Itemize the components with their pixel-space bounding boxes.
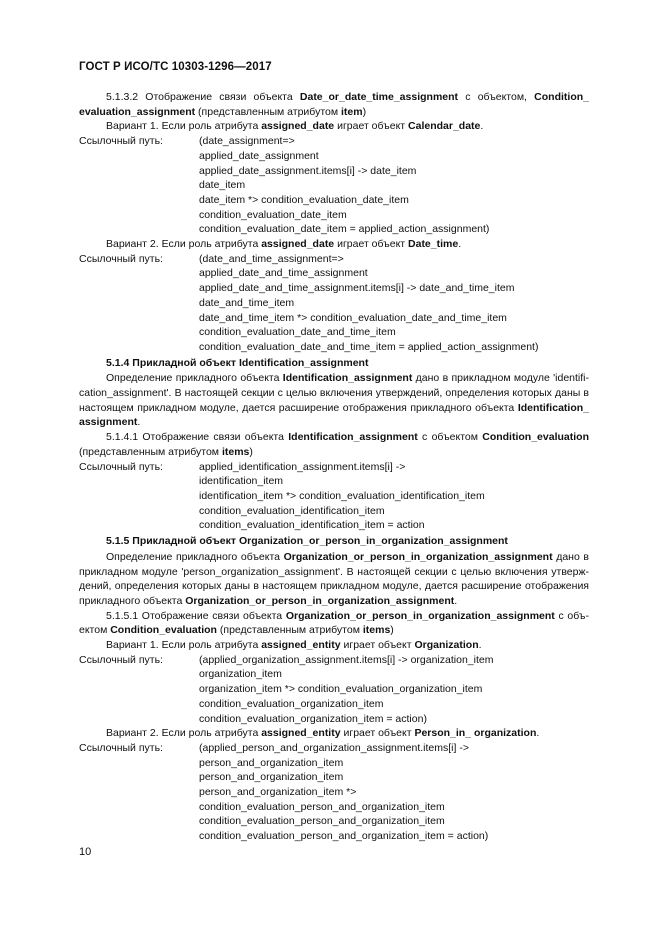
reference-line: condition_evaluation_date_item = applied_action_assignment) [199,223,490,236]
reference-line: (date_assignment=> [199,135,295,148]
text: с объектом [417,431,483,444]
variant-2-paragraph [79,237,589,252]
text: . [478,639,482,652]
entity-name: Identification_assignment [288,431,418,444]
reference-line: condition_evaluation_date_and_time_item = applied_action_assignment) [199,340,539,353]
entity-name: Date_or_date_time_assignment [299,91,459,103]
text: играет объект [340,727,415,740]
entity-name: Identification_ assignment [79,401,589,429]
page-number: 10 [79,846,92,858]
text: 5.1.5.1 Отображение связи объекта [106,609,286,622]
entity-name: Condition_evaluation [482,431,589,444]
reference-line: date_item *> condition_evaluation_date_item [199,193,409,206]
entity-name: Date_time [408,238,459,251]
attribute-name: assigned_date [261,238,335,251]
text: Вариант 2. Если роль атрибута [106,727,262,740]
reference-path-label: Ссылочный путь: [79,135,163,148]
reference-line: condition_evaluation_date_item [199,208,347,221]
document-body [79,90,589,844]
paragraph-5-1-4-1 [79,430,589,459]
text: . [536,727,540,740]
text: Вариант 1. Если роль атрибута [106,639,262,652]
entity-name: Person_in_ organization [414,727,537,740]
text: Определение прикладного объекта [106,550,284,563]
text: Определение прикладного объекта [106,372,283,385]
reference-line: person_and_organization_item *> [199,786,357,799]
reference-line: applied_identification_assignment.items[i] -> [199,460,406,473]
text: дано в прикладном модуле 'identifi-cation_assignment'. В настоящей секции с целью включения утверждений, определения которых даны в настоящем прикладном модуле, дается расширение отображения прикладного объекта [79,372,589,414]
reference-line: condition_evaluation_person_and_organization_item = action) [199,830,489,843]
reference-line: person_and_organization_item [199,756,344,769]
entity-name: Organization [414,639,479,652]
text: (представленным атрибутом [195,105,341,118]
entity-name: Organization_or_person_in_organization_assignment [285,609,555,622]
reference-path-3 [79,460,589,534]
reference-path-5 [79,741,589,844]
reference-line: applied_date_and_time_assignment [199,267,368,280]
reference-line: condition_evaluation_date_and_time_item [199,326,396,339]
reference-line: applied_date_and_time_assignment.items[i] -> date_and_time_item [199,282,515,295]
entity-name: Identification_assignment [282,372,413,385]
reference-line: condition_evaluation_organization_item = action) [199,712,427,725]
paragraph-5-1-4 [79,371,589,430]
reference-line: identification_item [199,475,284,488]
attribute-name: assigned_entity [261,639,341,652]
entity-name: Organization_or_person_in_organization_assignment [283,550,553,563]
variant-1-paragraph [79,638,589,653]
text: 5.1.3.2 Отображение связи объекта [106,91,300,103]
text: с объ-ектом [79,609,589,637]
reference-line: (applied_organization_assignment.items[i] -> organization_item [199,653,494,666]
reference-line: person_and_organization_item [199,771,344,784]
reference-line: condition_evaluation_identification_item = action [199,519,425,532]
reference-path-1 [79,134,589,237]
reference-line: applied_date_assignment.items[i] -> date_item [199,164,417,177]
reference-line: applied_date_assignment [199,149,319,162]
text: ) [390,624,394,637]
reference-path-label: Ссылочный путь: [79,460,163,473]
attribute-name: items [362,624,391,637]
attribute-name: item [341,105,363,118]
entity-name: Organization_or_person_in_organization_assignment [185,594,455,607]
reference-path-label: Ссылочный путь: [79,653,163,666]
reference-path-4 [79,653,589,727]
reference-line: condition_evaluation_organization_item [199,697,384,710]
text: 5.1.4.1 Отображение связи объекта [106,431,289,444]
section-heading-5-1-5: 5.1.5 Прикладной объект Organization_or_person_in_organization_assignment [106,535,508,548]
reference-line: organization_item *> condition_evaluation_organization_item [199,683,483,696]
text: . [480,120,484,133]
text: (представленным атрибутом [79,445,222,458]
reference-line: date_item [199,179,246,192]
reference-line: condition_evaluation_identification_item [199,504,385,517]
reference-line: identification_item *> condition_evaluation_identification_item [199,489,485,502]
text: . [458,238,462,251]
reference-path-label: Ссылочный путь: [79,252,163,265]
reference-line: condition_evaluation_person_and_organization_item [199,815,445,828]
entity-name: Calendar_date [408,120,481,133]
text: играет объект [340,639,415,652]
text: дано в прикладном модуле 'person_organization_assignment'. В настоящей секции с целью включения утверж-дений, определения которых даны в настоящем прикладном модуле, дается расширение отображения прикладного объекта [79,550,589,607]
text: играет объект [334,238,409,251]
text: играет объект [334,120,409,133]
entity-name: Condition_evaluation [110,624,217,637]
attribute-name: items [221,445,250,458]
text: Вариант 2. Если роль атрибута [106,238,262,251]
reference-line: (applied_person_and_organization_assignment.items[i] -> [199,741,469,754]
reference-line: organization_item [199,668,282,681]
text: . [137,416,141,429]
text: (представленным атрибутом [216,624,363,637]
variant-1-paragraph [79,119,589,134]
text: ) [362,105,367,118]
section-heading-5-1-4: 5.1.4 Прикладной объект Identification_assignment [106,356,369,369]
reference-path-label: Ссылочный путь: [79,741,163,754]
reference-path-2 [79,252,589,355]
text: . [454,594,458,607]
document-header: ГОСТ Р ИСО/ТС 10303-1296—2017 [79,61,272,73]
reference-line: condition_evaluation_person_and_organization_item [199,800,445,813]
attribute-name: assigned_date [261,120,335,133]
paragraph-5-1-5 [79,550,589,609]
paragraph-5-1-3-2 [79,90,589,119]
entity-name: Condition_ evaluation_assignment [79,91,589,118]
text: с объектом, [458,91,535,103]
reference-line: date_and_time_item [199,296,295,309]
paragraph-5-1-5-1 [79,609,589,638]
attribute-name: assigned_entity [261,727,341,740]
reference-line: (date_and_time_assignment=> [199,252,344,265]
variant-2-paragraph [79,726,589,741]
text: Вариант 1. Если роль атрибута [106,120,262,133]
reference-line: date_and_time_item *> condition_evaluation_date_and_time_item [199,311,507,324]
text: ) [249,445,253,458]
